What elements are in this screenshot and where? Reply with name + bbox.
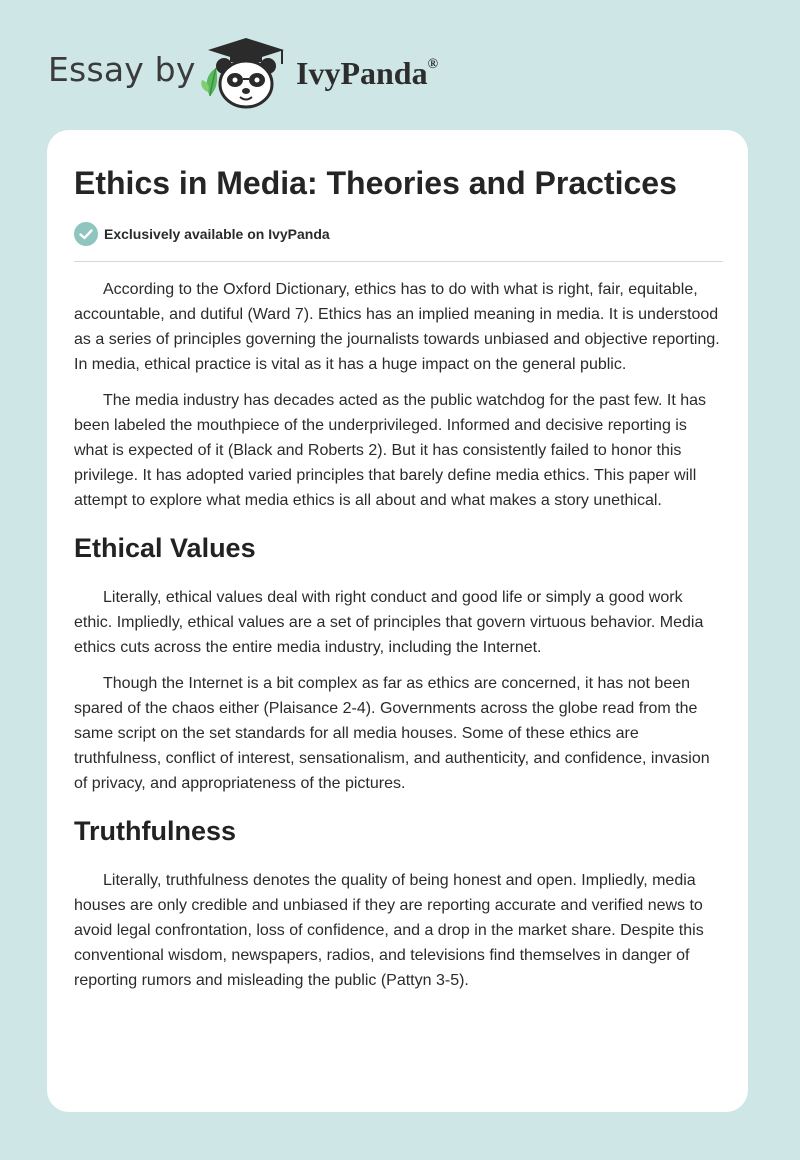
paragraph: According to the Oxford Dictionary, ethics has to do with what is right, fair, equitable, accountable, and dutiful (Ward 7). Ethics has an implied meaning in media. It is understood as a series of principles governing the journalists towards unbiased and objective reporting. In media, ethical practice is vital as it has a huge impact on the general public.	[74, 281, 720, 373]
site-header	[0, 0, 800, 130]
leaf-icon	[201, 68, 217, 96]
brand-name[interactable]	[296, 55, 438, 92]
registered-mark: ®	[427, 57, 439, 72]
paragraph: Literally, ethical values deal with right conduct and good life or simply a good work ethic. Impliedly, ethical values are a set of principles that govern virtuous behavior. Media ethics cuts across the entire media industry, including the Internet.	[74, 589, 704, 656]
paragraph: The media industry has decades acted as the public watchdog for the past few. It has been labeled the mouthpiece of the underprivileged. Informed and decisive reporting is what is expected of it (Black and Roberts 2). But it has consistently failed to honor this privilege. It has adopted varied principles that barely define media ethics. This paper will attempt to explore what media ethics is all about and what makes a story unethical.	[74, 392, 707, 509]
check-circle-icon	[74, 222, 98, 246]
panda-graduate-icon[interactable]	[200, 34, 292, 110]
page-title: Ethics in Media: Theories and Practices	[74, 165, 677, 201]
section-heading: Ethical Values	[74, 533, 256, 563]
paragraph: Literally, truthfulness denotes the quality of being honest and open. Impliedly, media houses are only credible and unbiased if they are reporting accurate and verified news to avoid legal confrontation, loss of confidence, and a drop in the market share. Despite this conventional wisdom, newspapers, radios, and televisions find themselves in danger of reporting rumors and misleading the public (Pattyn 3-5).	[74, 872, 704, 989]
essay-by-label: Essay by	[48, 50, 196, 89]
section-heading: Truthfulness	[74, 816, 237, 846]
exclusive-badge	[74, 222, 330, 246]
divider	[74, 261, 723, 262]
badge-label: Exclusively available on IvyPanda	[104, 226, 330, 242]
paragraph: Though the Internet is a bit complex as far as ethics are concerned, it has not been spared of the chaos either (Plaisance 2-4). Governments across the globe read from the same script on the set standards for all media houses. Some of these ethics are truthfulness, conflict of interest, sensationalism, and authenticity, and confidence, invasion of privacy, and appropriateness of the pictures.	[74, 675, 710, 792]
essay-body	[74, 277, 724, 1004]
brand-label: IvyPanda	[296, 55, 428, 91]
essay-card	[47, 130, 748, 1112]
